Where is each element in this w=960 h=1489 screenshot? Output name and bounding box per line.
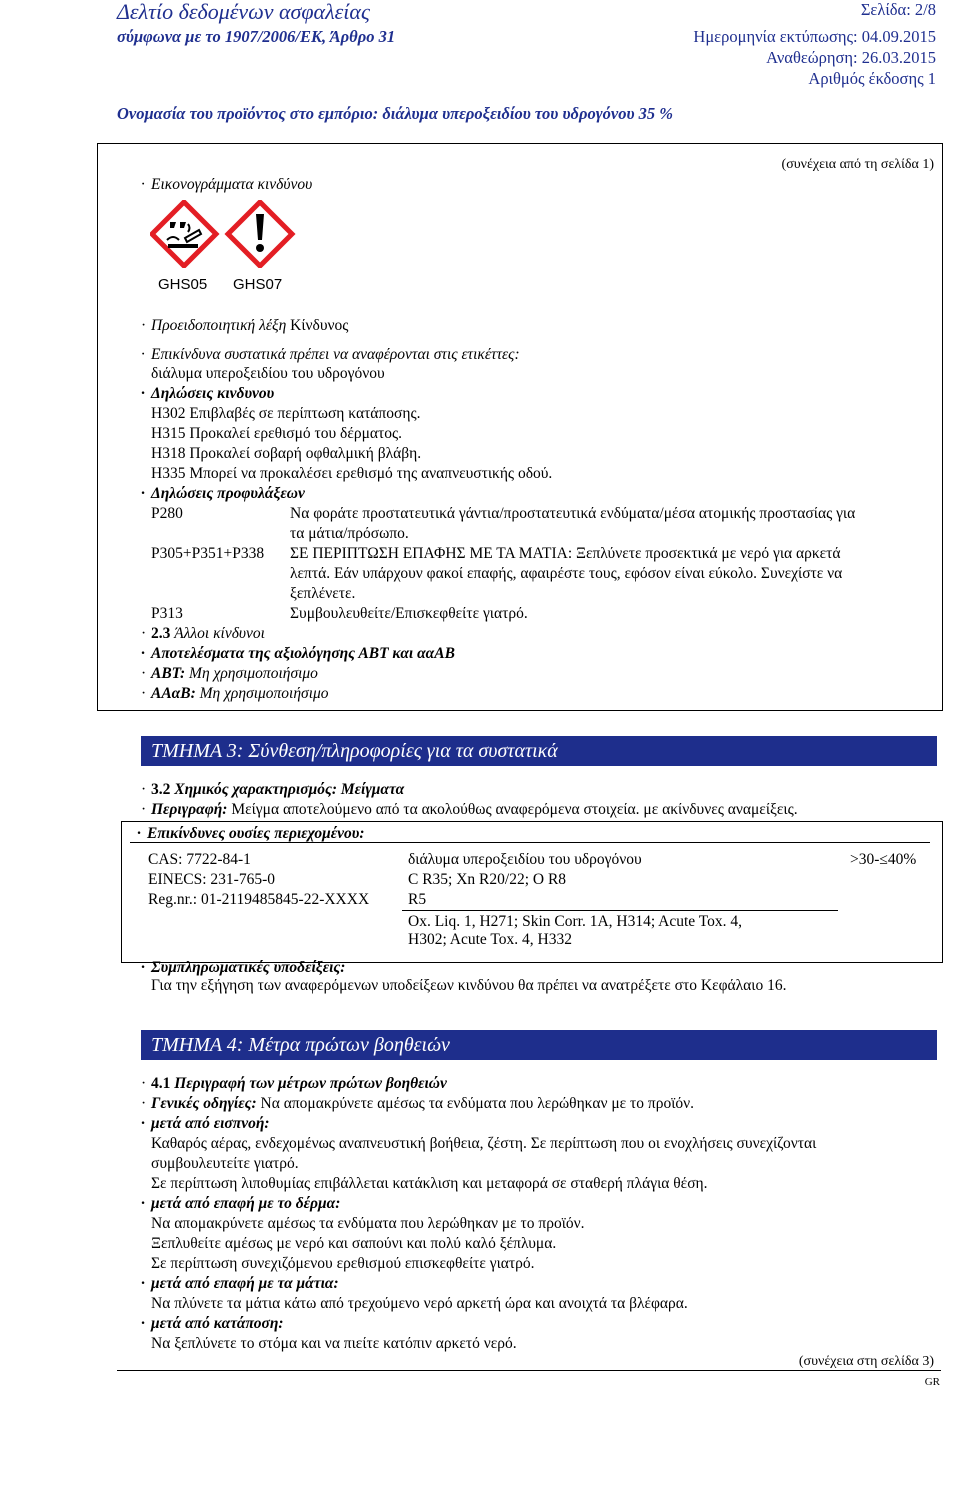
hazard-statement-h315: H315 Προκαλεί ερεθισμό του δέρματος.: [151, 425, 402, 442]
footer-rule: [117, 1370, 941, 1371]
exclamation-icon: [228, 202, 292, 266]
print-date: Ημερομηνία εκτύπωσης: 04.09.2015: [693, 27, 936, 46]
dangerous-substances-label: · Επικίνδυνες ουσίες περιεχομένου:: [137, 825, 365, 842]
ingestion-text: Να ξεπλύνετε το στόμα και να πιείτε κατόπιν αρκετό νερό.: [151, 1335, 517, 1352]
precautionary-label: · Δηλώσεις προφυλάξεων: [141, 485, 305, 502]
first-aid-heading: · 4.1 Περιγραφή των μέτρων πρώτων βοηθειών: [141, 1075, 447, 1092]
inhalation-text-3: Σε περίπτωση λιποθυμίας επιβάλλεται κατάκλιση και μεταφορά σε σταθερή πλάγια θέση.: [151, 1175, 708, 1192]
section4-title: ΤΜΗΜΑ 4: Μέτρα πρώτων βοηθειών: [141, 1030, 937, 1060]
p305-text-2: λεπτά. Εάν υπάρχουν φακοί επαφής, αφαιρέστε τους, εφόσον είναι εύκολο. Συνεχίστε να: [290, 565, 843, 582]
classification-r5: R5: [408, 891, 427, 908]
inhalation-text-1: Καθαρός αέρας, ενδεχομένως αναπνευστική βοήθεια, ζέστη. Σε περίπτωση που οι ενοχλήσεις συνεχίζονται: [151, 1135, 817, 1152]
p313-text: Συμβουλευθείτε/Επισκεφθείτε γιατρό.: [290, 605, 528, 622]
skin-contact-text-1: Να απομακρύνετε αμέσως τα ενδύματα που λερώθηκαν με το προϊόν.: [151, 1215, 585, 1232]
document-subtitle: σύμφωνα με το 1907/2006/ΕΚ, Άρθρο 31: [117, 27, 396, 46]
cas-number: CAS: 7722-84-1: [148, 851, 251, 868]
corrosion-icon: [152, 202, 216, 266]
supplementary-label: · Συμπληρωματικές υποδείξεις:: [141, 959, 346, 976]
p280-code: P280: [151, 505, 183, 522]
pbt-row: · ΑΒΤ: Μη χρησιμοποιήσιμο: [141, 665, 318, 682]
classification-r: C R35; Xn R20/22; O R8: [408, 871, 567, 888]
revision-date: Αναθεώρηση: 26.03.2015: [766, 48, 936, 67]
hazardous-components-label: · Επικίνδυνα συστατικά πρέπει να αναφέρονται στις ετικέττες:: [141, 346, 520, 363]
p305-text-3: ξεπλένετε.: [290, 585, 356, 602]
hazard-statement-h335: H335 Μπορεί να προκαλέσει ερεθισμό της αναπνευστικής οδού.: [151, 465, 553, 482]
substance-name: διάλυμα υπεροξειδίου του υδρογόνου: [408, 851, 642, 868]
classification-clp-1: Ox. Liq. 1, H271; Skin Corr. 1A, H314; Acute Tox. 4,: [408, 913, 743, 930]
page-number: Σελίδα: 2/8: [860, 0, 936, 19]
pictogram-code-2: GHS07: [233, 276, 283, 293]
pictograms-label: · Εικονογράμματα κινδύνου: [141, 176, 313, 193]
divider: [130, 842, 930, 843]
p305-text-1: ΣΕ ΠΕΡΙΠΤΩΣΗ ΕΠΑΦΗΣ ΜΕ ΤΑ ΜΑΤΙΑ: Ξεπλύνετε προσεκτικά με νερό για αρκετά: [290, 545, 841, 562]
concentration: >30-≤40%: [850, 851, 917, 868]
skin-contact-label: · μετά από επαφή με το δέρμα:: [141, 1195, 341, 1212]
einecs-number: EINECS: 231-765-0: [148, 871, 276, 888]
skin-contact-text-3: Σε περίπτωση συνεχιζόμενου ερεθισμού επισκεφθείτε γιατρό.: [151, 1255, 535, 1272]
eye-contact-label: · μετά από επαφή με τα μάτια:: [141, 1275, 339, 1292]
inhalation-label: · μετά από εισπνοή:: [141, 1115, 270, 1132]
section3-title: ΤΜΗΜΑ 3: Σύνθεση/πληροφορίες για τα συστατικά: [141, 736, 937, 766]
continued-to: (συνέχεια στη σελίδα 3): [798, 1354, 934, 1369]
general-advice-row: · Γενικές οδηγίες: Να απομακρύνετε αμέσως τα ενδύματα που λερώθηκαν με το προϊόν.: [141, 1095, 695, 1112]
hazard-statements-label: · Δηλώσεις κινδυνου: [141, 385, 275, 402]
pictogram-code-1: GHS05: [158, 276, 208, 293]
skin-contact-text-2: Ξεπλυθείτε αμέσως με νερό και σαπούνι και πολύ καλό ξέπλυμα.: [151, 1235, 557, 1252]
product-name: Ονομασία του προϊόντος στο εμπόριο: διάλυμα υπεροξειδίου του υδρογόνου 35 %: [117, 104, 674, 123]
signal-word-row: · Προειδοποιητική λέξη Κίνδυνος: [141, 317, 349, 334]
p313-code: P313: [151, 605, 183, 622]
p305-code: P305+P351+P338: [151, 545, 265, 562]
divider: [402, 910, 838, 911]
version-number: Αριθμός έκδοσης 1: [808, 69, 936, 88]
inhalation-text-2: συμβουλευτείτε γιατρό.: [151, 1155, 299, 1172]
vpvb-row: · ΑΑαΒ: Μη χρησιμοποιήσιμο: [141, 685, 329, 702]
ingestion-label: · μετά από κατάποση:: [141, 1315, 284, 1332]
pbt-results-label: · Αποτελέσματα της αξιολόγησης ΑΒΤ και ααΑΒ: [141, 645, 455, 662]
classification-clp-2: H302; Acute Tox. 4, H332: [408, 931, 572, 948]
hazard-statement-h318: H318 Προκαλεί σοβαρή οφθαλμική βλάβη.: [151, 445, 422, 462]
hazard-statement-h302: H302 Επιβλαβές σε περίπτωση κατάποσης.: [151, 405, 421, 422]
p280-text-2: τα μάτια/πρόσωπο.: [290, 525, 409, 542]
continued-from: (συνέχεια από τη σελίδα 1): [781, 157, 934, 172]
document-title: Δελτίο δεδομένων ασφαλείας: [117, 0, 370, 24]
other-hazards-heading: · 2.3 Άλλοι κίνδυνοι: [141, 625, 265, 642]
reg-number: Reg.nr.: 01-2119485845-22-XXXX: [148, 891, 370, 908]
eye-contact-text: Να πλύνετε τα μάτια κάτω από τρεχούμενο νερό αρκετή ώρα και ανοιχτά τα βλέφαρα.: [151, 1295, 688, 1312]
chemical-characterization: · 3.2 Χημικός χαρακτηρισμός: Μείγματα: [141, 781, 405, 798]
supplementary-text: Για την εξήγηση των αναφερόμενων υποδείξεων κινδύνου θα πρέπει να ανατρέξετε στο Κεφάλαιο 16.: [151, 977, 787, 994]
ghs-pictograms: [150, 200, 300, 268]
description-row: · Περιγραφή: Μείγμα αποτελούμενο από τα ακολούθως αναφερόμενα στοιχεία. με ακίνδυνες αναμείξεις.: [141, 801, 798, 818]
p280-text-1: Να φοράτε προστατευτικά γάντια/προστατευτικά ενδύματα/μέσα ατομικής προστασίας για: [290, 505, 856, 522]
country-code: GR: [924, 1376, 940, 1388]
hazardous-components-value: διάλυμα υπεροξειδίου του υδρογόνου: [151, 365, 385, 382]
